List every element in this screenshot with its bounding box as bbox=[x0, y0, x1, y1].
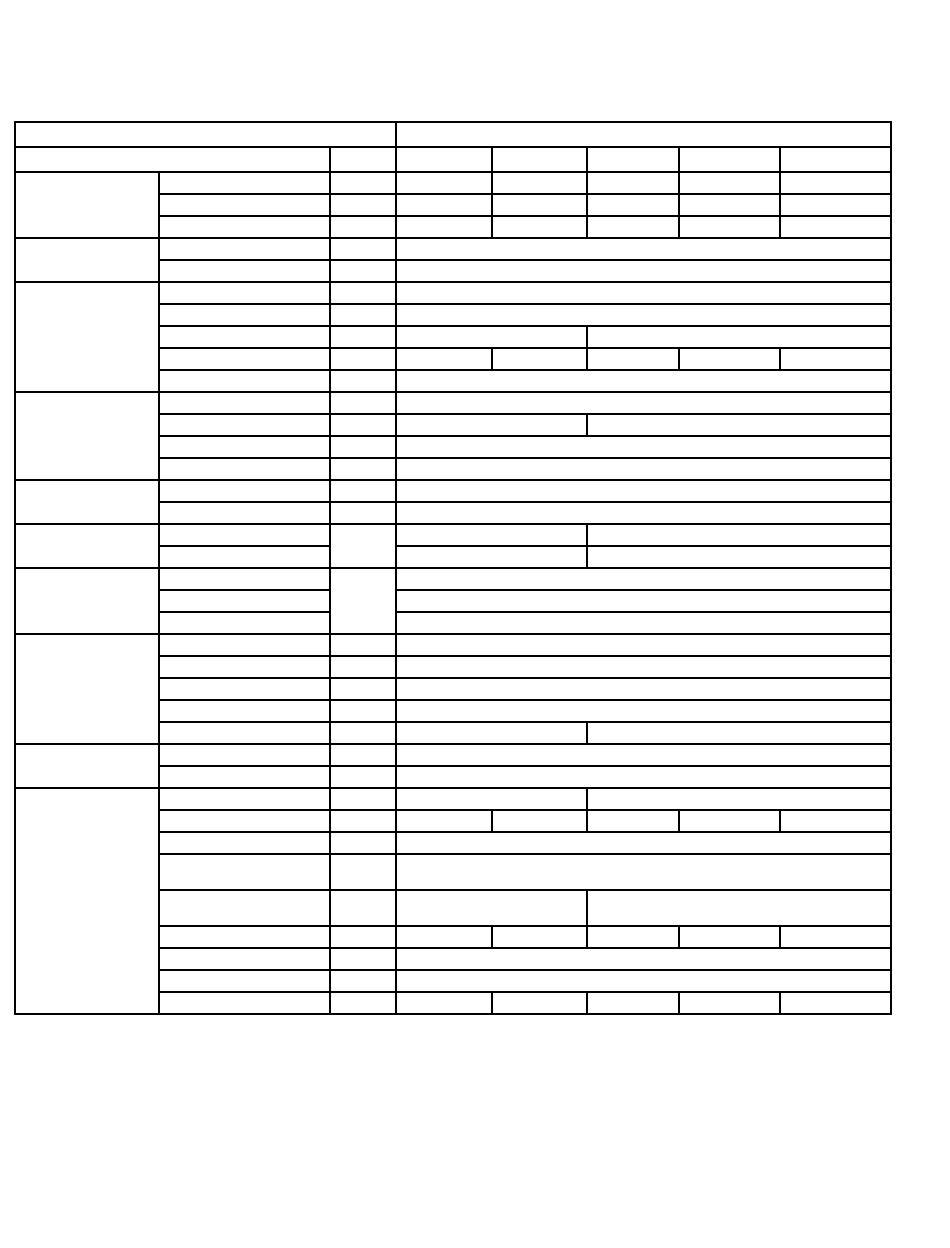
unit-cell bbox=[330, 238, 396, 260]
table-header-row bbox=[15, 147, 891, 172]
unit-cell bbox=[330, 634, 396, 656]
value-cell bbox=[396, 546, 587, 568]
group-label-cell bbox=[15, 634, 159, 744]
value-cell bbox=[396, 194, 492, 216]
unit-cell bbox=[330, 656, 396, 678]
value-cell bbox=[396, 568, 891, 590]
item-cell bbox=[159, 926, 330, 948]
item-cell bbox=[159, 970, 330, 992]
item-cell bbox=[159, 414, 330, 436]
unit-cell bbox=[330, 348, 396, 370]
unit-cell bbox=[330, 480, 396, 502]
header-cell bbox=[587, 147, 679, 172]
value-cell bbox=[780, 216, 891, 238]
item-cell bbox=[159, 832, 330, 854]
value-cell bbox=[780, 992, 891, 1014]
value-cell bbox=[587, 414, 891, 436]
unit-cell bbox=[330, 890, 396, 926]
unit-cell bbox=[330, 948, 396, 970]
table-header-row bbox=[15, 122, 891, 147]
item-cell bbox=[159, 766, 330, 788]
value-cell bbox=[396, 766, 891, 788]
value-cell bbox=[679, 348, 780, 370]
value-cell bbox=[679, 194, 780, 216]
unit-cell bbox=[330, 436, 396, 458]
unit-cell bbox=[330, 370, 396, 392]
value-cell bbox=[492, 992, 587, 1014]
unit-cell bbox=[330, 744, 396, 766]
value-cell bbox=[396, 238, 891, 260]
value-cell bbox=[587, 524, 891, 546]
unit-cell bbox=[330, 502, 396, 524]
value-cell bbox=[587, 788, 891, 810]
value-cell bbox=[396, 282, 891, 304]
value-cell bbox=[396, 854, 891, 890]
unit-cell bbox=[330, 282, 396, 304]
value-cell bbox=[396, 502, 891, 524]
value-cell bbox=[396, 656, 891, 678]
table-row bbox=[15, 524, 891, 546]
header-cell bbox=[15, 122, 396, 147]
value-cell bbox=[780, 348, 891, 370]
value-cell bbox=[587, 926, 679, 948]
value-cell bbox=[396, 458, 891, 480]
value-cell bbox=[587, 194, 679, 216]
value-cell bbox=[396, 788, 587, 810]
value-cell bbox=[396, 260, 891, 282]
value-cell bbox=[679, 926, 780, 948]
item-cell bbox=[159, 216, 330, 238]
value-cell bbox=[587, 810, 679, 832]
value-cell bbox=[396, 744, 891, 766]
group-label-cell bbox=[15, 788, 159, 1014]
spec-table bbox=[14, 121, 892, 1015]
unit-cell bbox=[330, 700, 396, 722]
item-cell bbox=[159, 348, 330, 370]
item-cell bbox=[159, 854, 330, 890]
item-cell bbox=[159, 392, 330, 414]
value-cell bbox=[396, 634, 891, 656]
value-cell bbox=[492, 348, 587, 370]
item-cell bbox=[159, 480, 330, 502]
item-cell bbox=[159, 238, 330, 260]
value-cell bbox=[492, 926, 587, 948]
group-label-cell bbox=[15, 172, 159, 238]
item-cell bbox=[159, 370, 330, 392]
value-cell bbox=[587, 348, 679, 370]
value-cell bbox=[587, 326, 891, 348]
value-cell bbox=[492, 194, 587, 216]
item-cell bbox=[159, 502, 330, 524]
unit-cell bbox=[330, 414, 396, 436]
value-cell bbox=[780, 172, 891, 194]
value-cell bbox=[396, 392, 891, 414]
unit-cell bbox=[330, 970, 396, 992]
value-cell bbox=[396, 890, 587, 926]
unit-cell bbox=[330, 568, 396, 634]
header-cell bbox=[396, 147, 492, 172]
item-cell bbox=[159, 282, 330, 304]
value-cell bbox=[492, 810, 587, 832]
value-cell bbox=[492, 172, 587, 194]
group-label-cell bbox=[15, 392, 159, 480]
value-cell bbox=[396, 480, 891, 502]
unit-cell bbox=[330, 326, 396, 348]
unit-cell bbox=[330, 926, 396, 948]
unit-cell bbox=[330, 392, 396, 414]
item-cell bbox=[159, 612, 330, 634]
unit-cell bbox=[330, 992, 396, 1014]
value-cell bbox=[396, 590, 891, 612]
value-cell bbox=[679, 172, 780, 194]
table-row bbox=[15, 568, 891, 590]
item-cell bbox=[159, 458, 330, 480]
unit-cell bbox=[330, 722, 396, 744]
unit-cell bbox=[330, 766, 396, 788]
item-cell bbox=[159, 700, 330, 722]
item-cell bbox=[159, 326, 330, 348]
value-cell bbox=[679, 810, 780, 832]
value-cell bbox=[396, 414, 587, 436]
item-cell bbox=[159, 992, 330, 1014]
value-cell bbox=[587, 546, 891, 568]
item-cell bbox=[159, 948, 330, 970]
table-row bbox=[15, 744, 891, 766]
item-cell bbox=[159, 656, 330, 678]
value-cell bbox=[396, 436, 891, 458]
item-cell bbox=[159, 890, 330, 926]
value-cell bbox=[396, 970, 891, 992]
item-cell bbox=[159, 172, 330, 194]
value-cell bbox=[679, 992, 780, 1014]
item-cell bbox=[159, 634, 330, 656]
value-cell bbox=[396, 926, 492, 948]
unit-cell bbox=[330, 854, 396, 890]
value-cell bbox=[396, 832, 891, 854]
item-cell bbox=[159, 524, 330, 546]
unit-cell bbox=[330, 216, 396, 238]
value-cell bbox=[396, 348, 492, 370]
item-cell bbox=[159, 744, 330, 766]
header-cell bbox=[396, 122, 891, 147]
value-cell bbox=[396, 700, 891, 722]
value-cell bbox=[780, 194, 891, 216]
table-row bbox=[15, 634, 891, 656]
header-cell bbox=[492, 147, 587, 172]
item-cell bbox=[159, 722, 330, 744]
value-cell bbox=[396, 810, 492, 832]
unit-cell bbox=[330, 194, 396, 216]
value-cell bbox=[396, 948, 891, 970]
unit-cell bbox=[330, 304, 396, 326]
header-cell bbox=[679, 147, 780, 172]
unit-cell bbox=[330, 260, 396, 282]
value-cell bbox=[396, 326, 587, 348]
group-label-cell bbox=[15, 282, 159, 392]
unit-cell bbox=[330, 458, 396, 480]
table-row bbox=[15, 480, 891, 502]
value-cell bbox=[587, 172, 679, 194]
group-label-cell bbox=[15, 744, 159, 788]
group-label-cell bbox=[15, 238, 159, 282]
unit-cell bbox=[330, 524, 396, 568]
value-cell bbox=[587, 216, 679, 238]
item-cell bbox=[159, 788, 330, 810]
item-cell bbox=[159, 260, 330, 282]
value-cell bbox=[396, 678, 891, 700]
header-cell bbox=[15, 147, 330, 172]
unit-cell bbox=[330, 832, 396, 854]
value-cell bbox=[396, 612, 891, 634]
table-row bbox=[15, 392, 891, 414]
header-cell bbox=[330, 147, 396, 172]
value-cell bbox=[780, 810, 891, 832]
value-cell bbox=[396, 172, 492, 194]
value-cell bbox=[396, 992, 492, 1014]
table-row bbox=[15, 172, 891, 194]
item-cell bbox=[159, 436, 330, 458]
group-label-cell bbox=[15, 524, 159, 568]
item-cell bbox=[159, 810, 330, 832]
item-cell bbox=[159, 678, 330, 700]
value-cell bbox=[587, 992, 679, 1014]
unit-cell bbox=[330, 172, 396, 194]
value-cell bbox=[396, 216, 492, 238]
value-cell bbox=[396, 370, 891, 392]
value-cell bbox=[492, 216, 587, 238]
value-cell bbox=[396, 304, 891, 326]
item-cell bbox=[159, 546, 330, 568]
unit-cell bbox=[330, 788, 396, 810]
item-cell bbox=[159, 304, 330, 326]
table-row bbox=[15, 238, 891, 260]
value-cell bbox=[587, 890, 891, 926]
item-cell bbox=[159, 568, 330, 590]
item-cell bbox=[159, 194, 330, 216]
value-cell bbox=[396, 722, 587, 744]
group-label-cell bbox=[15, 568, 159, 634]
value-cell bbox=[587, 722, 891, 744]
value-cell bbox=[396, 524, 587, 546]
table-row bbox=[15, 282, 891, 304]
value-cell bbox=[679, 216, 780, 238]
table-row bbox=[15, 788, 891, 810]
unit-cell bbox=[330, 678, 396, 700]
header-cell bbox=[780, 147, 891, 172]
unit-cell bbox=[330, 810, 396, 832]
group-label-cell bbox=[15, 480, 159, 524]
value-cell bbox=[780, 926, 891, 948]
item-cell bbox=[159, 590, 330, 612]
